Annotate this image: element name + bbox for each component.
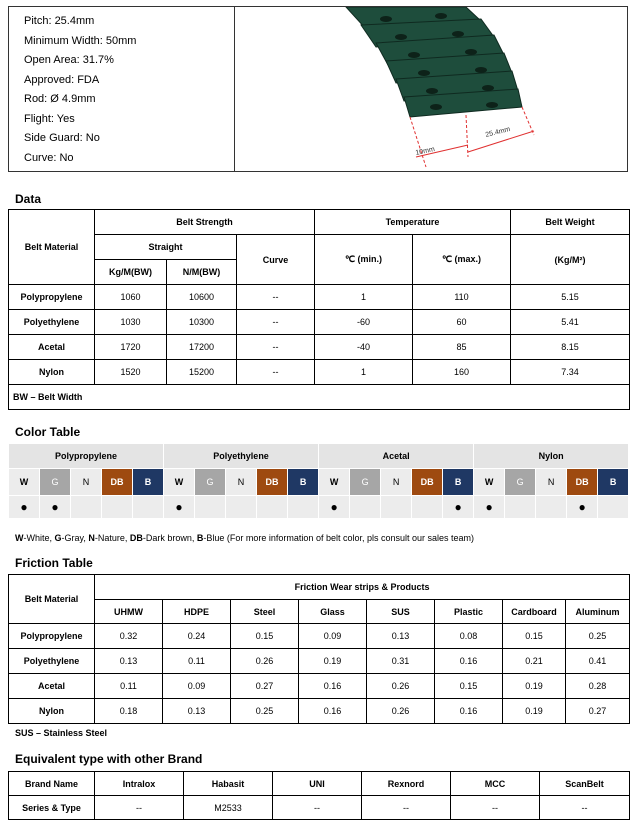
cell: 8.15 [511, 335, 630, 360]
legend-w-text: -White, [23, 533, 55, 543]
cell: 110 [413, 285, 511, 310]
spec-approved: Approved: FDA [24, 73, 100, 86]
brand-rexnord: Rexnord [362, 772, 451, 796]
brand-series-label: Series & Type [9, 796, 95, 820]
spec-rod: Rod: Ø 4.9mm [24, 93, 96, 105]
group-polyethylene: Polyethylene [164, 444, 319, 469]
swatch-nature: N [71, 469, 102, 496]
cell: 1520 [95, 360, 167, 385]
cell: 0.28 [566, 674, 630, 699]
header-curve: Curve [237, 235, 315, 285]
header-straight: Straight [95, 235, 237, 260]
brand-intralox: Intralox [95, 772, 184, 796]
group-nylon: Nylon [474, 444, 629, 469]
cell: -- [237, 310, 315, 335]
header-weight-unit: (Kg/M²) [511, 235, 630, 285]
cell: 1030 [95, 310, 167, 335]
cell: 0.16 [299, 699, 367, 724]
swatch-gray: G [350, 469, 381, 496]
legend-db-text: -Dark brown, [142, 533, 197, 543]
friction-header-group: Friction Wear strips & Products [95, 575, 630, 600]
color-table [8, 443, 629, 519]
friction-col-glass: Glass [299, 600, 367, 624]
cell: 0.25 [231, 699, 299, 724]
data-footer-note: BW – Belt Width [9, 385, 630, 410]
cell: 0.13 [95, 649, 163, 674]
cell: 0.09 [163, 674, 231, 699]
availability-cell [40, 496, 71, 519]
availability-cell [598, 496, 629, 519]
cell: 0.24 [163, 624, 231, 649]
availability-cell [319, 496, 350, 519]
cell: -- [273, 796, 362, 820]
availability-cell [443, 496, 474, 519]
material-name: Nylon [9, 699, 95, 724]
availability-cell [288, 496, 319, 519]
table-row [9, 335, 630, 360]
swatch-blue: B [133, 469, 164, 496]
available-dot-icon: ● [20, 500, 28, 514]
swatch-dark-brown: DB [102, 469, 133, 496]
cell: 1 [315, 360, 413, 385]
cell: 0.26 [367, 674, 435, 699]
header-temp-max: ℃ (max.) [413, 235, 511, 285]
spec-list [24, 12, 136, 168]
friction-header-material: Belt Material [9, 575, 95, 624]
group-acetal: Acetal [319, 444, 474, 469]
swatch-nature: N [226, 469, 257, 496]
legend-w: W [15, 533, 24, 543]
material-name: Polyethylene [9, 310, 95, 335]
cell: 0.27 [566, 699, 630, 724]
cell: -- [451, 796, 540, 820]
cell: 85 [413, 335, 511, 360]
friction-table [8, 574, 630, 724]
data-section-title: Data [15, 192, 42, 206]
header-temperature: Temperature [315, 210, 511, 235]
brand-table [8, 771, 630, 820]
swatch-blue: B [443, 469, 474, 496]
table-row [9, 649, 630, 674]
cell: 0.15 [435, 674, 503, 699]
table-row [9, 310, 630, 335]
availability-cell [381, 496, 412, 519]
swatch-dark-brown: DB [567, 469, 598, 496]
availability-cell [9, 496, 40, 519]
table-row [9, 699, 630, 724]
cell: 0.16 [435, 649, 503, 674]
cell: 0.15 [503, 624, 566, 649]
color-section-title: Color Table [15, 425, 81, 439]
availability-cell [133, 496, 164, 519]
brand-habasit: Habasit [184, 772, 273, 796]
cell: 0.25 [566, 624, 630, 649]
spec-side-guard: Side Guard: No [24, 132, 100, 144]
cell: 0.09 [299, 624, 367, 649]
cell: 0.27 [231, 674, 299, 699]
color-availability-row [9, 496, 629, 519]
brand-header-name: Brand Name [9, 772, 95, 796]
availability-cell [536, 496, 567, 519]
cell: 5.41 [511, 310, 630, 335]
swatch-blue: B [288, 469, 319, 496]
brand-scanbelt: ScanBelt [540, 772, 630, 796]
legend-g: G [54, 533, 62, 543]
cell: 160 [413, 360, 511, 385]
cell: 0.32 [95, 624, 163, 649]
friction-col-aluminum: Aluminum [566, 600, 630, 624]
brand-uni: UNI [273, 772, 362, 796]
swatch-white: W [164, 469, 195, 496]
swatch-nature: N [381, 469, 412, 496]
color-legend [15, 533, 474, 543]
friction-col-sus: SUS [367, 600, 435, 624]
cell: 0.19 [503, 699, 566, 724]
cell: 1060 [95, 285, 167, 310]
availability-cell [164, 496, 195, 519]
spec-flight: Flight: Yes [24, 112, 75, 125]
available-dot-icon: ● [51, 500, 59, 514]
cell: -- [362, 796, 451, 820]
spec-divider [234, 6, 235, 172]
legend-db: DB [129, 533, 143, 543]
header-nm: N/M(BW) [167, 260, 237, 285]
cell: 1720 [95, 335, 167, 360]
belt-product-image [236, 7, 627, 171]
cell: 7.34 [511, 360, 630, 385]
cell: 10600 [167, 285, 237, 310]
friction-col-uhmw: UHMW [95, 600, 163, 624]
legend-b: B [196, 533, 204, 543]
cell: 17200 [167, 335, 237, 360]
cell: -60 [315, 310, 413, 335]
legend-b-text: -Blue (For more information of belt color, pls consult our sales team) [203, 533, 475, 543]
material-name: Nylon [9, 360, 95, 385]
swatch-gray: G [505, 469, 536, 496]
brand-series-row [9, 796, 630, 820]
swatch-dark-brown: DB [412, 469, 443, 496]
available-dot-icon: ● [175, 500, 183, 514]
table-row [9, 624, 630, 649]
cell: 0.11 [95, 674, 163, 699]
availability-cell [505, 496, 536, 519]
available-dot-icon: ● [485, 500, 493, 514]
legend-n-text: -Nature, [94, 533, 130, 543]
availability-cell [195, 496, 226, 519]
swatch-gray: G [40, 469, 71, 496]
material-name: Acetal [9, 674, 95, 699]
cell: 0.31 [367, 649, 435, 674]
cell: 5.15 [511, 285, 630, 310]
data-table [8, 209, 630, 410]
color-swatch-row [9, 469, 629, 496]
material-name: Polypropylene [9, 285, 95, 310]
friction-col-cardboard: Cardboard [503, 600, 566, 624]
cell: 0.19 [503, 674, 566, 699]
cell: 10300 [167, 310, 237, 335]
cell: 0.18 [95, 699, 163, 724]
cell: 60 [413, 310, 511, 335]
cell: 0.08 [435, 624, 503, 649]
table-row [9, 360, 630, 385]
cell: 15200 [167, 360, 237, 385]
availability-cell [474, 496, 505, 519]
group-polypropylene: Polypropylene [9, 444, 164, 469]
available-dot-icon: ● [454, 500, 462, 514]
availability-cell [567, 496, 598, 519]
cell: -- [237, 285, 315, 310]
cell: 0.19 [299, 649, 367, 674]
cell: 0.13 [367, 624, 435, 649]
friction-col-hdpe: HDPE [163, 600, 231, 624]
availability-cell [71, 496, 102, 519]
cell: 0.11 [163, 649, 231, 674]
cell: 0.21 [503, 649, 566, 674]
available-dot-icon: ● [330, 500, 338, 514]
cell: 0.26 [367, 699, 435, 724]
availability-cell [350, 496, 381, 519]
cell: -40 [315, 335, 413, 360]
spec-open-area: Open Area: 31.7% [24, 54, 114, 66]
cell: -- [540, 796, 630, 820]
material-name: Polyethylene [9, 649, 95, 674]
swatch-nature: N [536, 469, 567, 496]
spec-curve: Curve: No [24, 151, 74, 164]
availability-cell [102, 496, 133, 519]
legend-g-text: -Gray, [61, 533, 89, 543]
availability-cell [412, 496, 443, 519]
availability-cell [226, 496, 257, 519]
friction-col-plastic: Plastic [435, 600, 503, 624]
friction-body [9, 624, 630, 724]
header-kgm: Kg/M(BW) [95, 260, 167, 285]
color-group-row [9, 444, 629, 469]
legend-n: N [88, 533, 95, 543]
cell: 0.15 [231, 624, 299, 649]
spec-min-width: Minimum Width: 50mm [24, 34, 137, 47]
cell: -- [95, 796, 184, 820]
material-name: Acetal [9, 335, 95, 360]
friction-section-title: Friction Table [15, 556, 93, 570]
brand-mcc: MCC [451, 772, 540, 796]
header-temp-min: ℃ (min.) [315, 235, 413, 285]
cell: 0.13 [163, 699, 231, 724]
material-name: Polypropylene [9, 624, 95, 649]
swatch-gray: G [195, 469, 226, 496]
table-row [9, 674, 630, 699]
cell: 0.41 [566, 649, 630, 674]
swatch-white: W [319, 469, 350, 496]
brand-header-row [9, 772, 630, 796]
cell: -- [237, 335, 315, 360]
header-belt-weight: Belt Weight [511, 210, 630, 235]
friction-col-steel: Steel [231, 600, 299, 624]
swatch-blue: B [598, 469, 629, 496]
dim-10mm: 10mm [414, 146, 436, 157]
cell: 0.26 [231, 649, 299, 674]
table-row [9, 285, 630, 310]
swatch-white: W [9, 469, 40, 496]
brand-section-title: Equivalent type with other Brand [15, 752, 203, 766]
swatch-white: W [474, 469, 505, 496]
cell: 0.16 [435, 699, 503, 724]
cell: 0.16 [299, 674, 367, 699]
cell: M2533 [184, 796, 273, 820]
friction-footer-note: SUS – Stainless Steel [15, 728, 108, 738]
availability-cell [257, 496, 288, 519]
header-belt-material: Belt Material [9, 210, 95, 285]
header-belt-strength: Belt Strength [95, 210, 315, 235]
dim-pitch: 25.4mm [484, 126, 512, 139]
available-dot-icon: ● [578, 500, 586, 514]
spec-pitch: Pitch: 25.4mm [24, 15, 95, 27]
swatch-dark-brown: DB [257, 469, 288, 496]
cell: -- [237, 360, 315, 385]
cell: 1 [315, 285, 413, 310]
